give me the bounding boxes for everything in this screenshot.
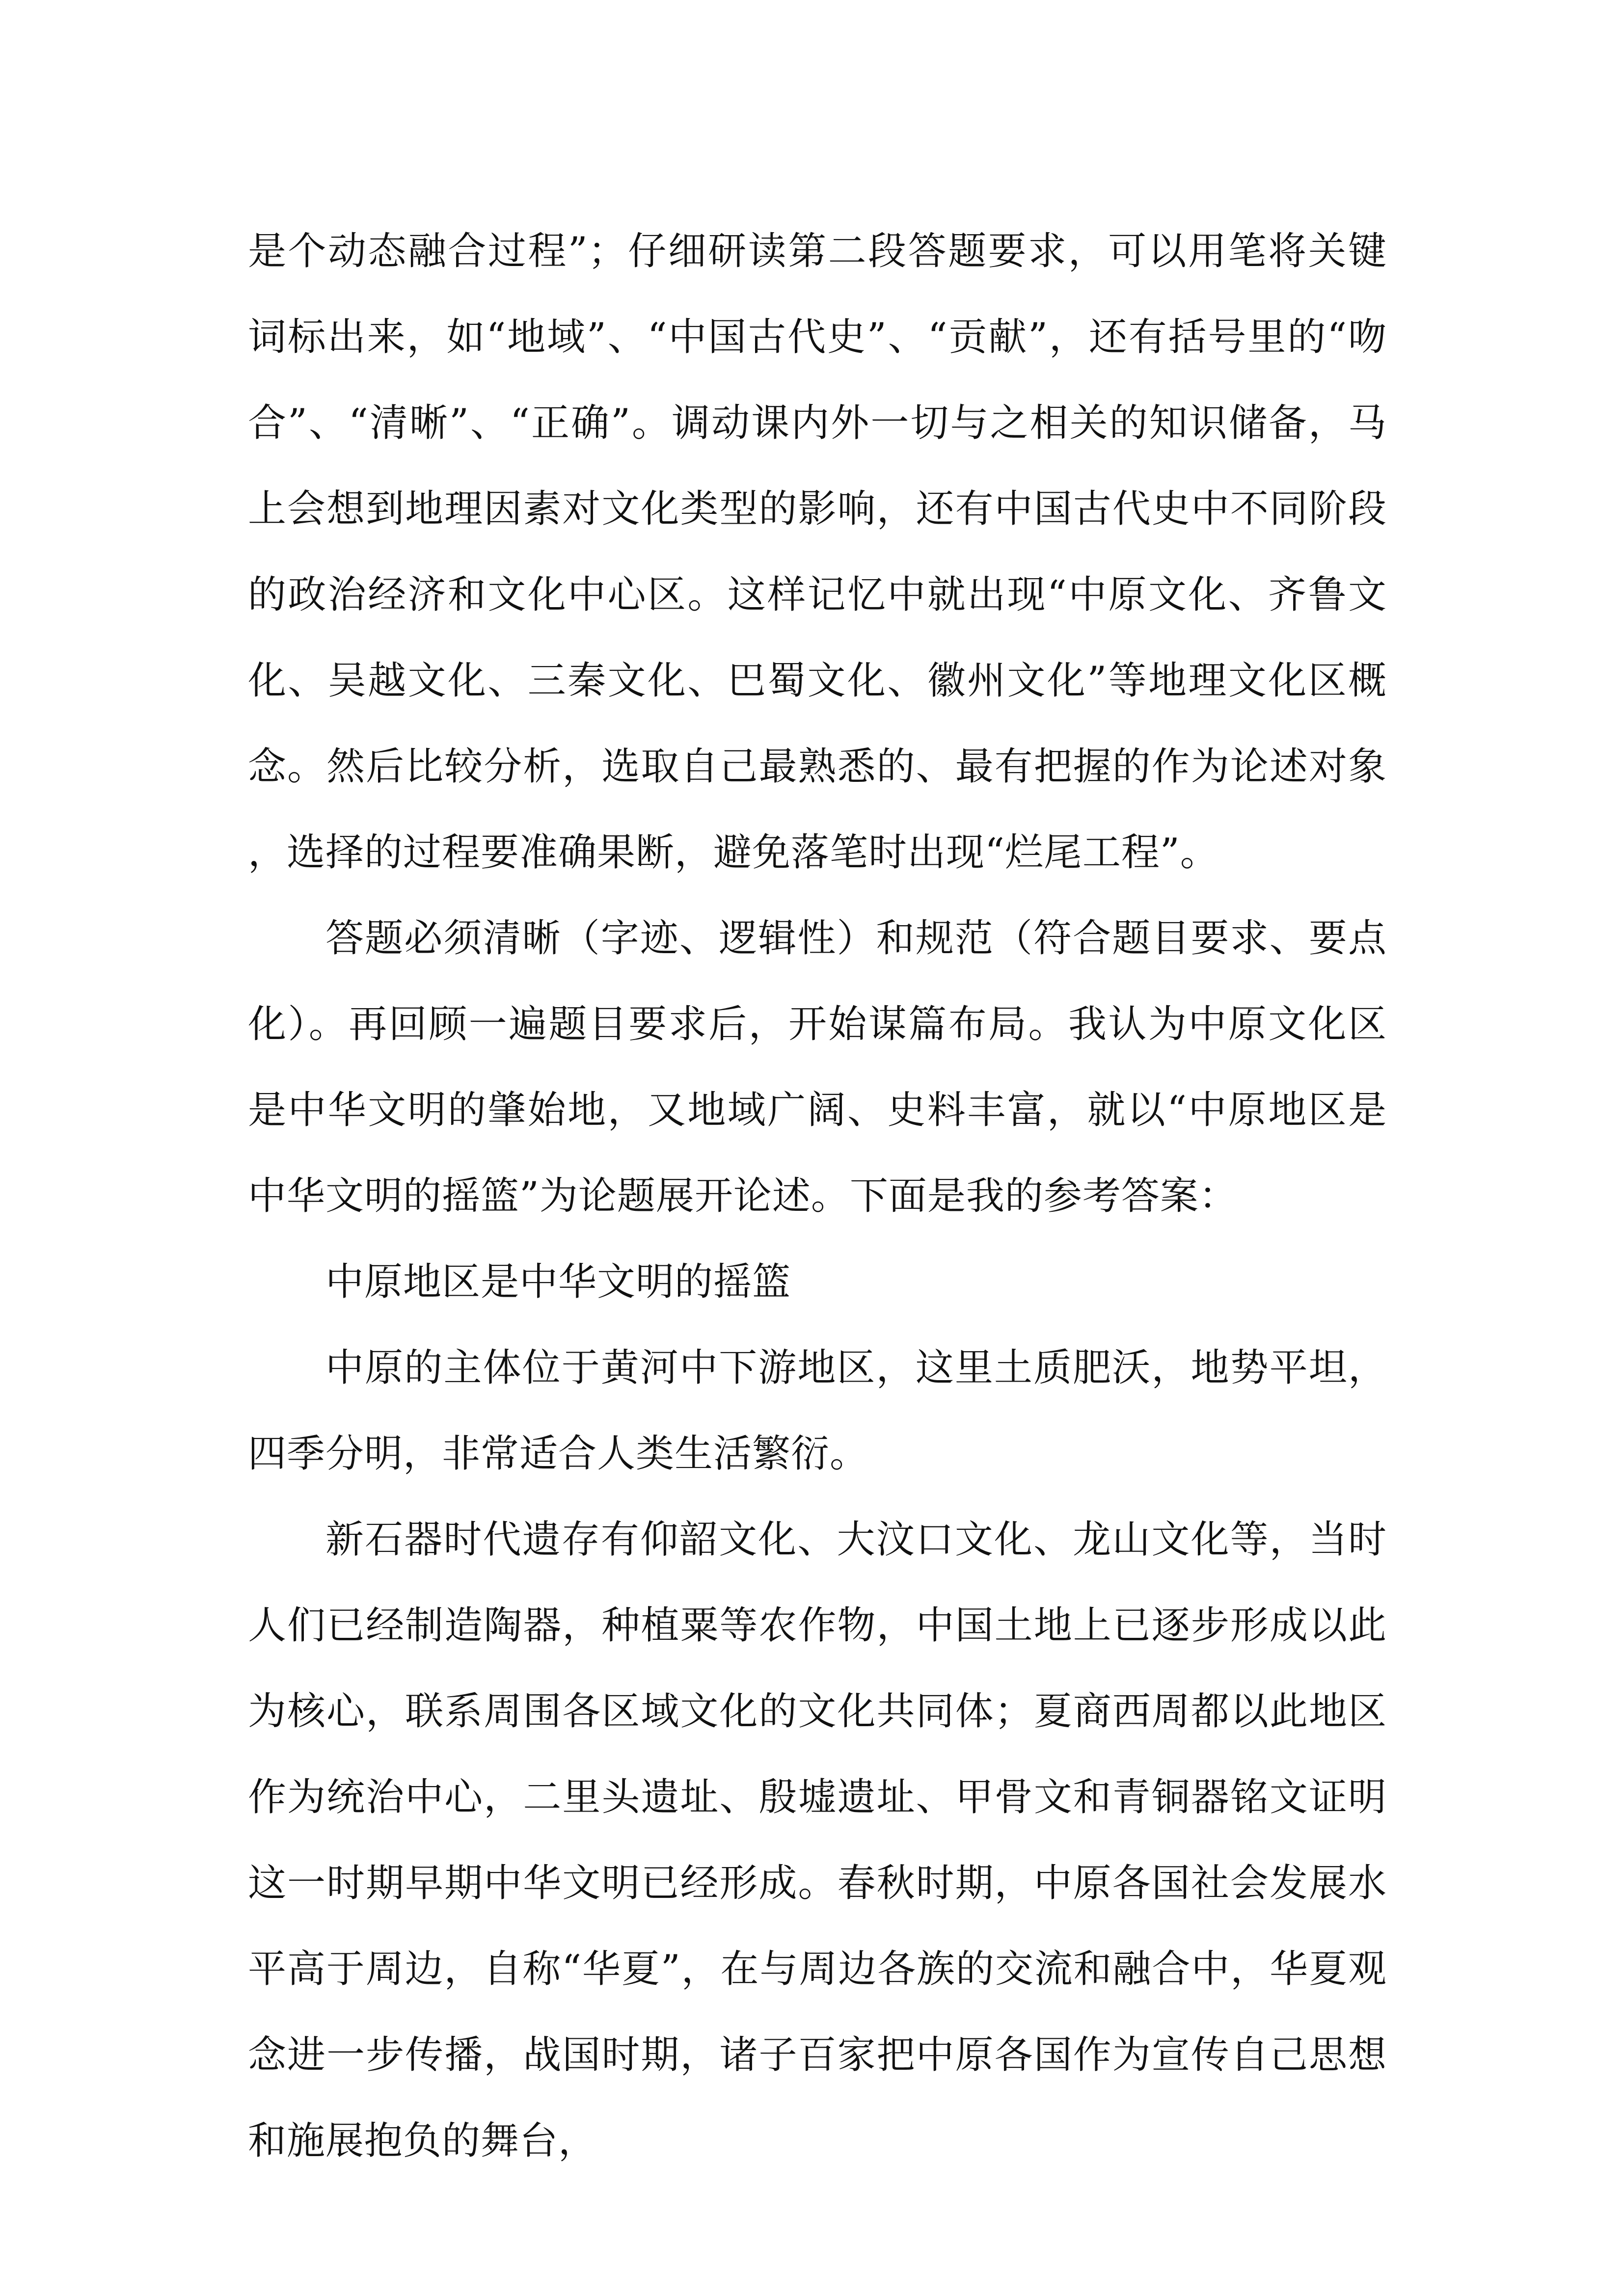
answer-title: 中原地区是中华文明的摇篮: [325, 1260, 791, 1304]
paragraph-2: 答题必须清晰（字迹、逻辑性）和规范（符合题目要求、要点化）。再回顾一遍题目要求后，开始谋篇布局。我认为中原文化区是中华文明的肇始地，又地域广阔、史料丰富，就以“中原地区是中华文明的摇篮”为论题展开论述。下面是我的参考答案：: [248, 916, 1387, 1218]
paragraph-3: 中原的主体位于黄河中下游地区，这里土质肥沃，地势平坦，四季分明，非常适合人类生活繁衍。: [248, 1346, 1387, 1476]
paragraph-4: 新石器时代遗存有仰韶文化、大汶口文化、龙山文化等，当时人们已经制造陶器，种植粟等农作物，中国土地上已逐步形成以此为核心，联系周围各区域文化的文化共同体；夏商西周都以此地区作为统治中心，二里头遗址、殷墟遗址、甲骨文和青铜器铭文证明这一时期早期中华文明已经形成。春秋时期，中原各国社会发展水平高于周边，自称“华夏”，在与周边各族的交流和融合中，华夏观念进一步传播，战国时期，诸子百家把中原各国作为宣传自己思想和施展抱负的舞台，: [248, 1518, 1387, 2163]
document-body: [248, 209, 1387, 2184]
paragraph-1: 是个动态融合过程”；仔细研读第二段答题要求，可以用笔将关键词标出来，如“地域”、“中国古代史”、“贡献”，还有括号里的“吻合”、“清晰”、“正确”。调动课内外一切与之相关的知识储备，马上会想到地理因素对文化类型的影响，还有中国古代史中不同阶段的政治经济和文化中心区。这样记忆中就出现“中原文化、齐鲁文化、吴越文化、三秦文化、巴蜀文化、徽州文化”等地理文化区概念。然后比较分析，选取自己最熟悉的、最有把握的作为论述对象，选择的过程要准确果断，避免落笔时出现“烂尾工程”。: [248, 229, 1387, 875]
